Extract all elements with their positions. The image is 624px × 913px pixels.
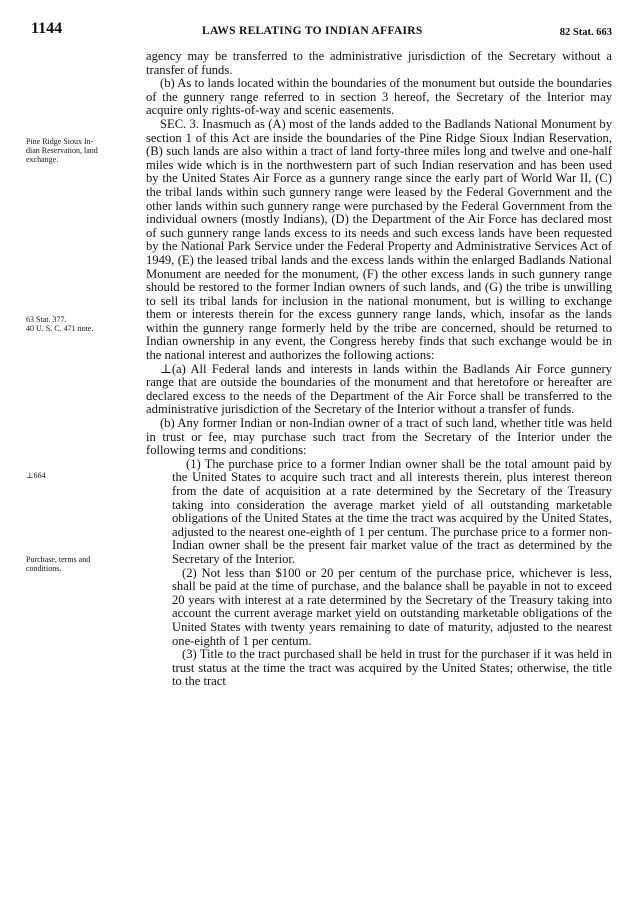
side-note-line: ⊥664 bbox=[26, 471, 46, 480]
side-note-line: Purchase, terms and bbox=[26, 555, 91, 564]
running-title: LAWS RELATING TO INDIAN AFFAIRS bbox=[202, 25, 423, 37]
statute-reference: 82 Stat. 663 bbox=[559, 27, 612, 38]
paragraph: agency may be transferred to the administrative jurisdiction of the Secretary without a transfer of funds. bbox=[146, 49, 612, 77]
side-note-line: 63 Stat. 377. bbox=[26, 315, 67, 324]
clause-3: (3) Title to the tract purchased shall be held in trust for the purchaser if it was held in trust status at the time the tract was acquired by the United States; otherwise, the title to the tract bbox=[172, 647, 612, 689]
section-3-paragraph: SEC. 3. Inasmuch as (A) most of the lands added to the Badlands National Monument by section 1 of this Act are inside the boundaries of the Pine Ridge Sioux Indian Reservation, (B) such lands are also within a tract of land forty-three miles long and twelve and one-half miles wide which is in the northwestern part of such Indian reservation and has been used by the United States Air Force as a gunnery range since the early part of World War II, (C) the tribal lands within such gunnery range were leased by the Federal Government and the other lands within such gunnery range were purchased by the Federal Government from the individual owners (mostly Indians), (D) the Department of the Air Force has declared most of such gunnery range lands excess to its needs and such excess lands have been requested by the National Park Service under the Federal Property and Administrative Services Act of 1949, (E) the leased tribal lands and the excess lands within the enlarged Badlands National Monument are needed for the monument, (F) the other excess lands in such gunnery range should be restored to the former Indian owners of such lands, and (G) the tribe is unwilling to sell its tribal lands for inclusion in the national monument, but is willing to exchange them or interests therein for the excess gunnery range lands, which, insofar as the lands within the gunnery range formerly held by the tribe are concerned, should be returned to Indian ownership in any event, the Congress hereby finds that such exchange would be in the national interest and authorizes the following actions: bbox=[146, 116, 612, 363]
paragraph: (b) As to lands located within the boundaries of the monument but outside the boundaries of the gunnery range referred to in section 3 hereof, the Secretary of the Interior may acquire only rights-of-way and scenic easements. bbox=[146, 76, 612, 118]
side-note-line: conditions. bbox=[26, 564, 62, 573]
clause-2: (2) Not less than $100 or 20 per centum of the purchase price, whichever is less, shall be paid at the time of purchase, and the balance shall be payable in not to exceed 20 years with interest at a rate determined by the Secretary of the Treasury taking into account the current average market yield on outstanding marketable obligations of the United States with twenty years remaining to date of maturity, adjusted to the nearest one-eighth of 1 per centum. bbox=[172, 565, 612, 648]
side-note-line: dian Reservation, land bbox=[26, 146, 98, 155]
side-note-purchase-terms bbox=[26, 555, 138, 573]
page-number: 1144 bbox=[31, 20, 63, 37]
side-note-land-exchange bbox=[26, 137, 138, 164]
side-note-citation bbox=[26, 315, 138, 333]
paragraph: ⊥(a) All Federal lands and interests in lands within the Badlands Air Force gunnery range that are outside the boundaries of the monument and that heretofore or hereafter are declared excess to the needs of the Department of the Air Force shall be transferred to the administrative jurisdiction of the Secretary of the Interior without a transfer of funds. bbox=[146, 361, 612, 417]
side-note-line: Pine Ridge Sioux In- bbox=[26, 137, 94, 146]
statute-text bbox=[146, 50, 612, 689]
paragraph: (b) Any former Indian or non-Indian owner of a tract of such land, whether title was held in trust or fee, may purchase such tract from the Secretary of the Interior under the following terms and conditions: bbox=[146, 416, 612, 458]
side-note-line: 40 U. S. C. 471 note. bbox=[26, 324, 94, 333]
side-note-line: exchange. bbox=[26, 155, 59, 164]
side-note-page-marker bbox=[26, 471, 138, 480]
clause-1: (1) The purchase price to a former Indian owner shall be the total amount paid by the United States to acquire such tract and all interests therein, plus interest thereon from the date of acquisition at a rate determined by the Secretary of the Treasury taking into consideration the average market yield of all outstanding marketable obligations of the United States at the time the tract was acquired by the United States, adjusted to the nearest one-eighth of 1 per centum. The purchase price to a former non-Indian owner shall be the present fair market value of the tract as determined by the Secretary of the Interior. bbox=[172, 456, 612, 566]
